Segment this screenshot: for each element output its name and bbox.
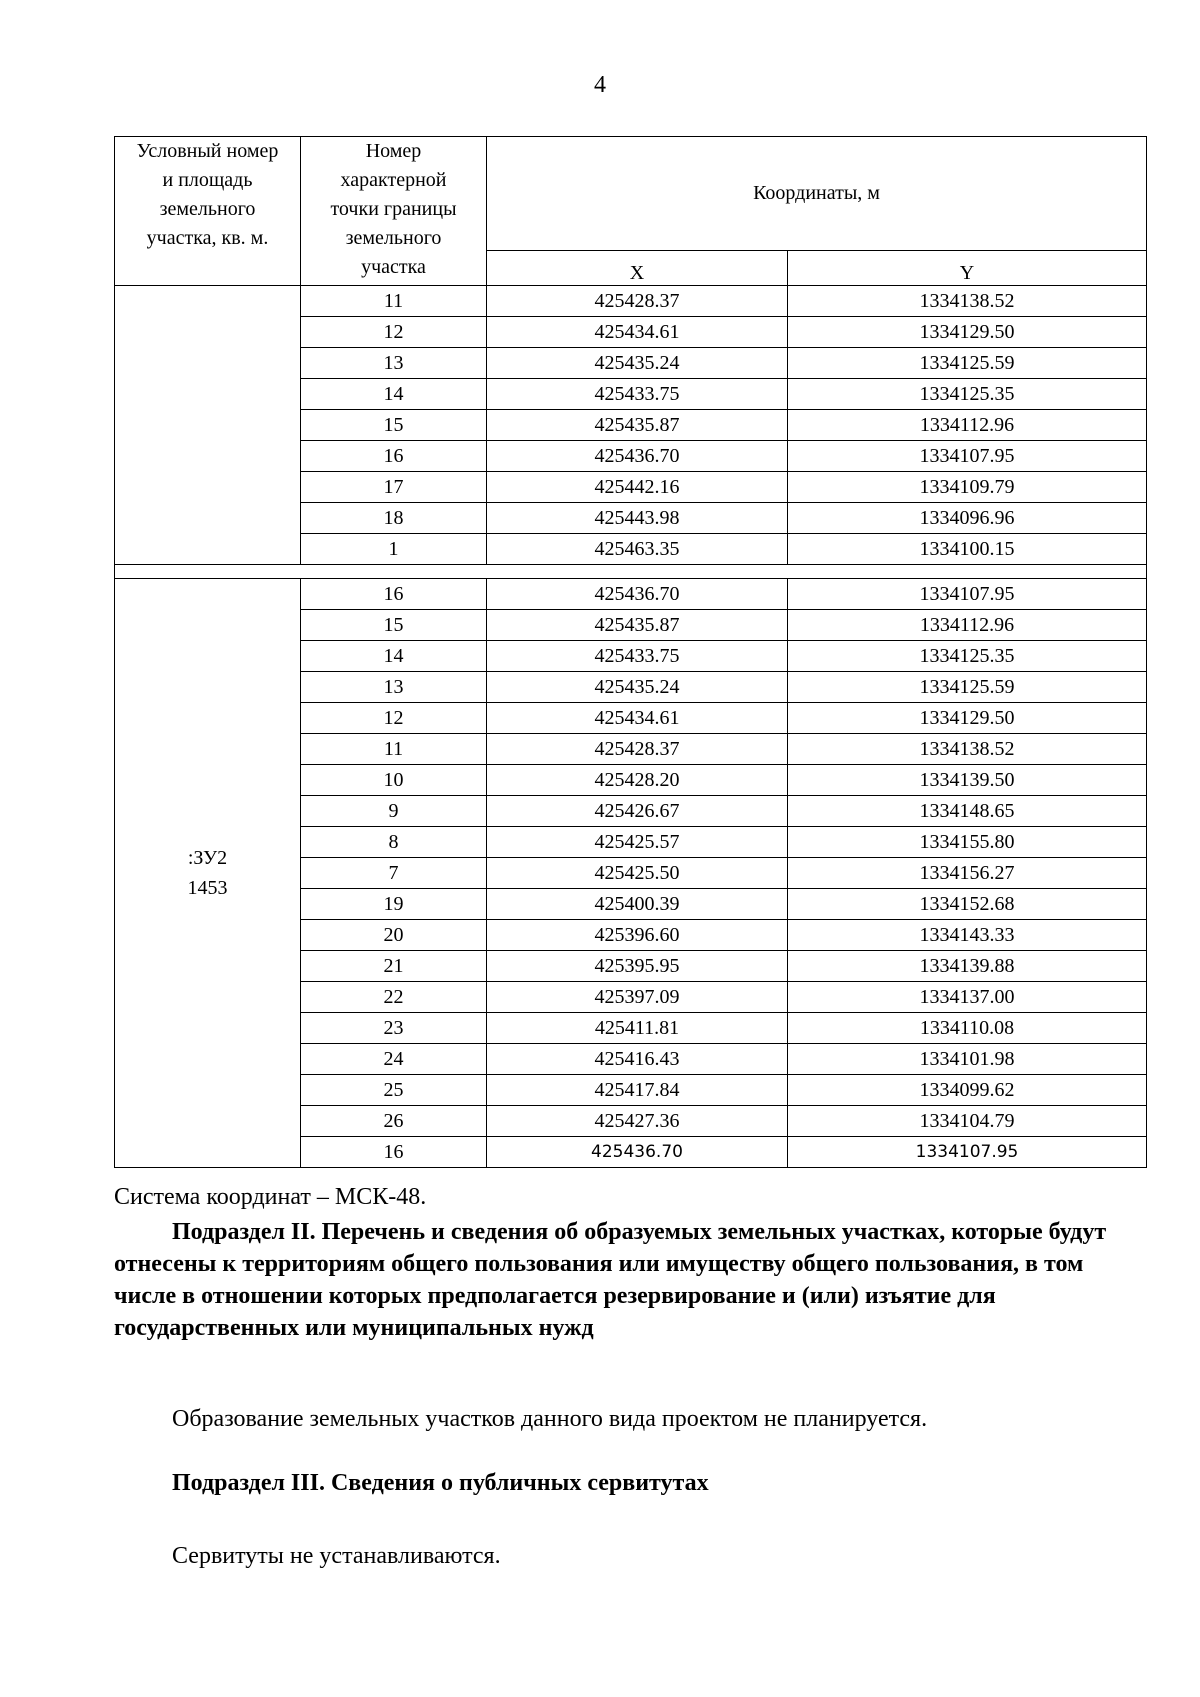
y-coordinate-cell: 1334101.98 bbox=[788, 1044, 1147, 1075]
subsection-2-title: Подраздел II. Перечень и сведения об образуемых земельных участках, которые будут отнесены к территориям общего пользования или имуществу общего пользования, в том числе в отношении которых предполагается резервирование и (или) изъятие для государственных или муниципальных нужд bbox=[114, 1219, 1107, 1341]
point-number-cell: 12 bbox=[301, 317, 487, 348]
parcel-group-2 bbox=[115, 579, 1147, 1168]
parcel-area: 1453 bbox=[187, 877, 228, 899]
header-point bbox=[301, 137, 487, 286]
point-number-cell: 15 bbox=[301, 610, 487, 641]
y-coordinate-cell: 1334129.50 bbox=[788, 703, 1147, 734]
y-coordinate-cell: 1334125.59 bbox=[788, 672, 1147, 703]
point-number-cell: 16 bbox=[301, 1137, 487, 1168]
point-number-cell: 22 bbox=[301, 982, 487, 1013]
point-number-cell: 1 bbox=[301, 534, 487, 565]
x-coordinate-cell: 425435.87 bbox=[487, 610, 788, 641]
y-coordinate-cell: 1334139.50 bbox=[788, 765, 1147, 796]
header-point-line: участка bbox=[361, 256, 426, 278]
x-coordinate-cell: 425396.60 bbox=[487, 920, 788, 951]
x-coordinate-cell: 425416.43 bbox=[487, 1044, 788, 1075]
y-coordinate-cell: 1334109.79 bbox=[788, 472, 1147, 503]
point-number-cell: 26 bbox=[301, 1106, 487, 1137]
header-parcel-line: участка, кв. м. bbox=[146, 227, 269, 249]
header-parcel-line: Условный номер bbox=[136, 140, 279, 162]
point-number-cell: 11 bbox=[301, 286, 487, 317]
header-parcel bbox=[115, 137, 301, 286]
table-row bbox=[115, 579, 1147, 610]
point-number-cell: 10 bbox=[301, 765, 487, 796]
header-coordinates: Координаты, м bbox=[487, 137, 1147, 251]
x-coordinate-cell: 425436.70 bbox=[487, 441, 788, 472]
y-coordinate-cell: 1334096.96 bbox=[788, 503, 1147, 534]
point-number-cell: 7 bbox=[301, 858, 487, 889]
point-number-cell: 16 bbox=[301, 579, 487, 610]
coordinates-table bbox=[114, 136, 1147, 1168]
x-coordinate-cell: 425434.61 bbox=[487, 317, 788, 348]
y-coordinate-cell: 1334138.52 bbox=[788, 734, 1147, 765]
header-y: Y bbox=[788, 251, 1147, 286]
parcel-group-1 bbox=[115, 286, 1147, 565]
header-point-line: Номер bbox=[365, 140, 422, 162]
x-coordinate-cell: 425400.39 bbox=[487, 889, 788, 920]
page-number: 4 bbox=[594, 72, 606, 98]
x-coordinate-cell: 425428.37 bbox=[487, 734, 788, 765]
point-number-cell: 20 bbox=[301, 920, 487, 951]
x-coordinate-cell: 425433.75 bbox=[487, 379, 788, 410]
y-coordinate-cell: 1334155.80 bbox=[788, 827, 1147, 858]
table-row bbox=[115, 286, 1147, 317]
x-coordinate-cell: 425436.70 bbox=[487, 579, 788, 610]
x-coordinate-cell: 425411.81 bbox=[487, 1013, 788, 1044]
point-number-cell: 13 bbox=[301, 348, 487, 379]
point-number-cell: 15 bbox=[301, 410, 487, 441]
y-coordinate-cell: 1334125.35 bbox=[788, 379, 1147, 410]
point-number-cell: 8 bbox=[301, 827, 487, 858]
x-coordinate-cell: 425395.95 bbox=[487, 951, 788, 982]
y-coordinate-cell: 1334138.52 bbox=[788, 286, 1147, 317]
x-coordinate-cell: 425427.36 bbox=[487, 1106, 788, 1137]
header-point-line: земельного bbox=[345, 227, 442, 249]
y-coordinate-cell: 1334125.59 bbox=[788, 348, 1147, 379]
parcel-id: :ЗУ2 bbox=[187, 847, 228, 869]
point-number-cell: 23 bbox=[301, 1013, 487, 1044]
point-number-cell: 18 bbox=[301, 503, 487, 534]
x-coordinate-cell: 425434.61 bbox=[487, 703, 788, 734]
header-parcel-line: и площадь bbox=[162, 169, 253, 191]
y-coordinate-cell: 1334137.00 bbox=[788, 982, 1147, 1013]
subsection-3-title: Подраздел III. Сведения о публичных сервитутах bbox=[172, 1470, 709, 1496]
y-coordinate-cell: 1334104.79 bbox=[788, 1106, 1147, 1137]
x-coordinate-cell: 425435.87 bbox=[487, 410, 788, 441]
y-coordinate-cell: 1334139.88 bbox=[788, 951, 1147, 982]
x-coordinate-cell: 425433.75 bbox=[487, 641, 788, 672]
separator-cell bbox=[115, 565, 1147, 579]
point-number-cell: 25 bbox=[301, 1075, 487, 1106]
x-coordinate-cell: 425435.24 bbox=[487, 348, 788, 379]
y-coordinate-cell: 1334112.96 bbox=[788, 610, 1147, 641]
point-number-cell: 17 bbox=[301, 472, 487, 503]
y-coordinate-cell: 1334129.50 bbox=[788, 317, 1147, 348]
x-coordinate-cell: 425428.37 bbox=[487, 286, 788, 317]
x-coordinate-cell: 425436.70 bbox=[487, 1137, 788, 1168]
y-coordinate-cell: 1334110.08 bbox=[788, 1013, 1147, 1044]
y-coordinate-cell: 1334152.68 bbox=[788, 889, 1147, 920]
group-separator bbox=[115, 565, 1147, 579]
x-coordinate-cell: 425417.84 bbox=[487, 1075, 788, 1106]
subsection-3-note: Сервитуты не устанавливаются. bbox=[172, 1543, 501, 1569]
y-coordinate-cell: 1334148.65 bbox=[788, 796, 1147, 827]
point-number-cell: 11 bbox=[301, 734, 487, 765]
x-coordinate-cell: 425435.24 bbox=[487, 672, 788, 703]
point-number-cell: 16 bbox=[301, 441, 487, 472]
header-parcel-line: земельного bbox=[159, 198, 256, 220]
x-coordinate-cell: 425463.35 bbox=[487, 534, 788, 565]
subsection-2-note: Образование земельных участков данного вида проектом не планируется. bbox=[172, 1406, 928, 1432]
y-coordinate-cell: 1334143.33 bbox=[788, 920, 1147, 951]
point-number-cell: 14 bbox=[301, 379, 487, 410]
y-coordinate-cell: 1334125.35 bbox=[788, 641, 1147, 672]
point-number-cell: 9 bbox=[301, 796, 487, 827]
point-number-cell: 13 bbox=[301, 672, 487, 703]
x-coordinate-cell: 425425.50 bbox=[487, 858, 788, 889]
point-number-cell: 14 bbox=[301, 641, 487, 672]
y-coordinate-cell: 1334156.27 bbox=[788, 858, 1147, 889]
y-coordinate-cell: 1334112.96 bbox=[788, 410, 1147, 441]
point-number-cell: 21 bbox=[301, 951, 487, 982]
x-coordinate-cell: 425425.57 bbox=[487, 827, 788, 858]
x-coordinate-cell: 425428.20 bbox=[487, 765, 788, 796]
y-coordinate-cell: 1334099.62 bbox=[788, 1075, 1147, 1106]
x-coordinate-cell: 425443.98 bbox=[487, 503, 788, 534]
header-point-line: точки границы bbox=[330, 198, 457, 220]
y-coordinate-cell: 1334107.95 bbox=[788, 1137, 1147, 1168]
y-coordinate-cell: 1334107.95 bbox=[788, 579, 1147, 610]
x-coordinate-cell: 425442.16 bbox=[487, 472, 788, 503]
parcel-cell bbox=[115, 286, 301, 565]
point-number-cell: 12 bbox=[301, 703, 487, 734]
header-x: X bbox=[487, 251, 788, 286]
header-point-line: характерной bbox=[340, 169, 447, 191]
coordinate-system-note: Система координат – МСК-48. bbox=[114, 1184, 427, 1210]
x-coordinate-cell: 425397.09 bbox=[487, 982, 788, 1013]
x-coordinate-cell: 425426.67 bbox=[487, 796, 788, 827]
point-number-cell: 19 bbox=[301, 889, 487, 920]
y-coordinate-cell: 1334100.15 bbox=[788, 534, 1147, 565]
y-coordinate-cell: 1334107.95 bbox=[788, 441, 1147, 472]
parcel-cell bbox=[115, 579, 301, 1168]
point-number-cell: 24 bbox=[301, 1044, 487, 1075]
